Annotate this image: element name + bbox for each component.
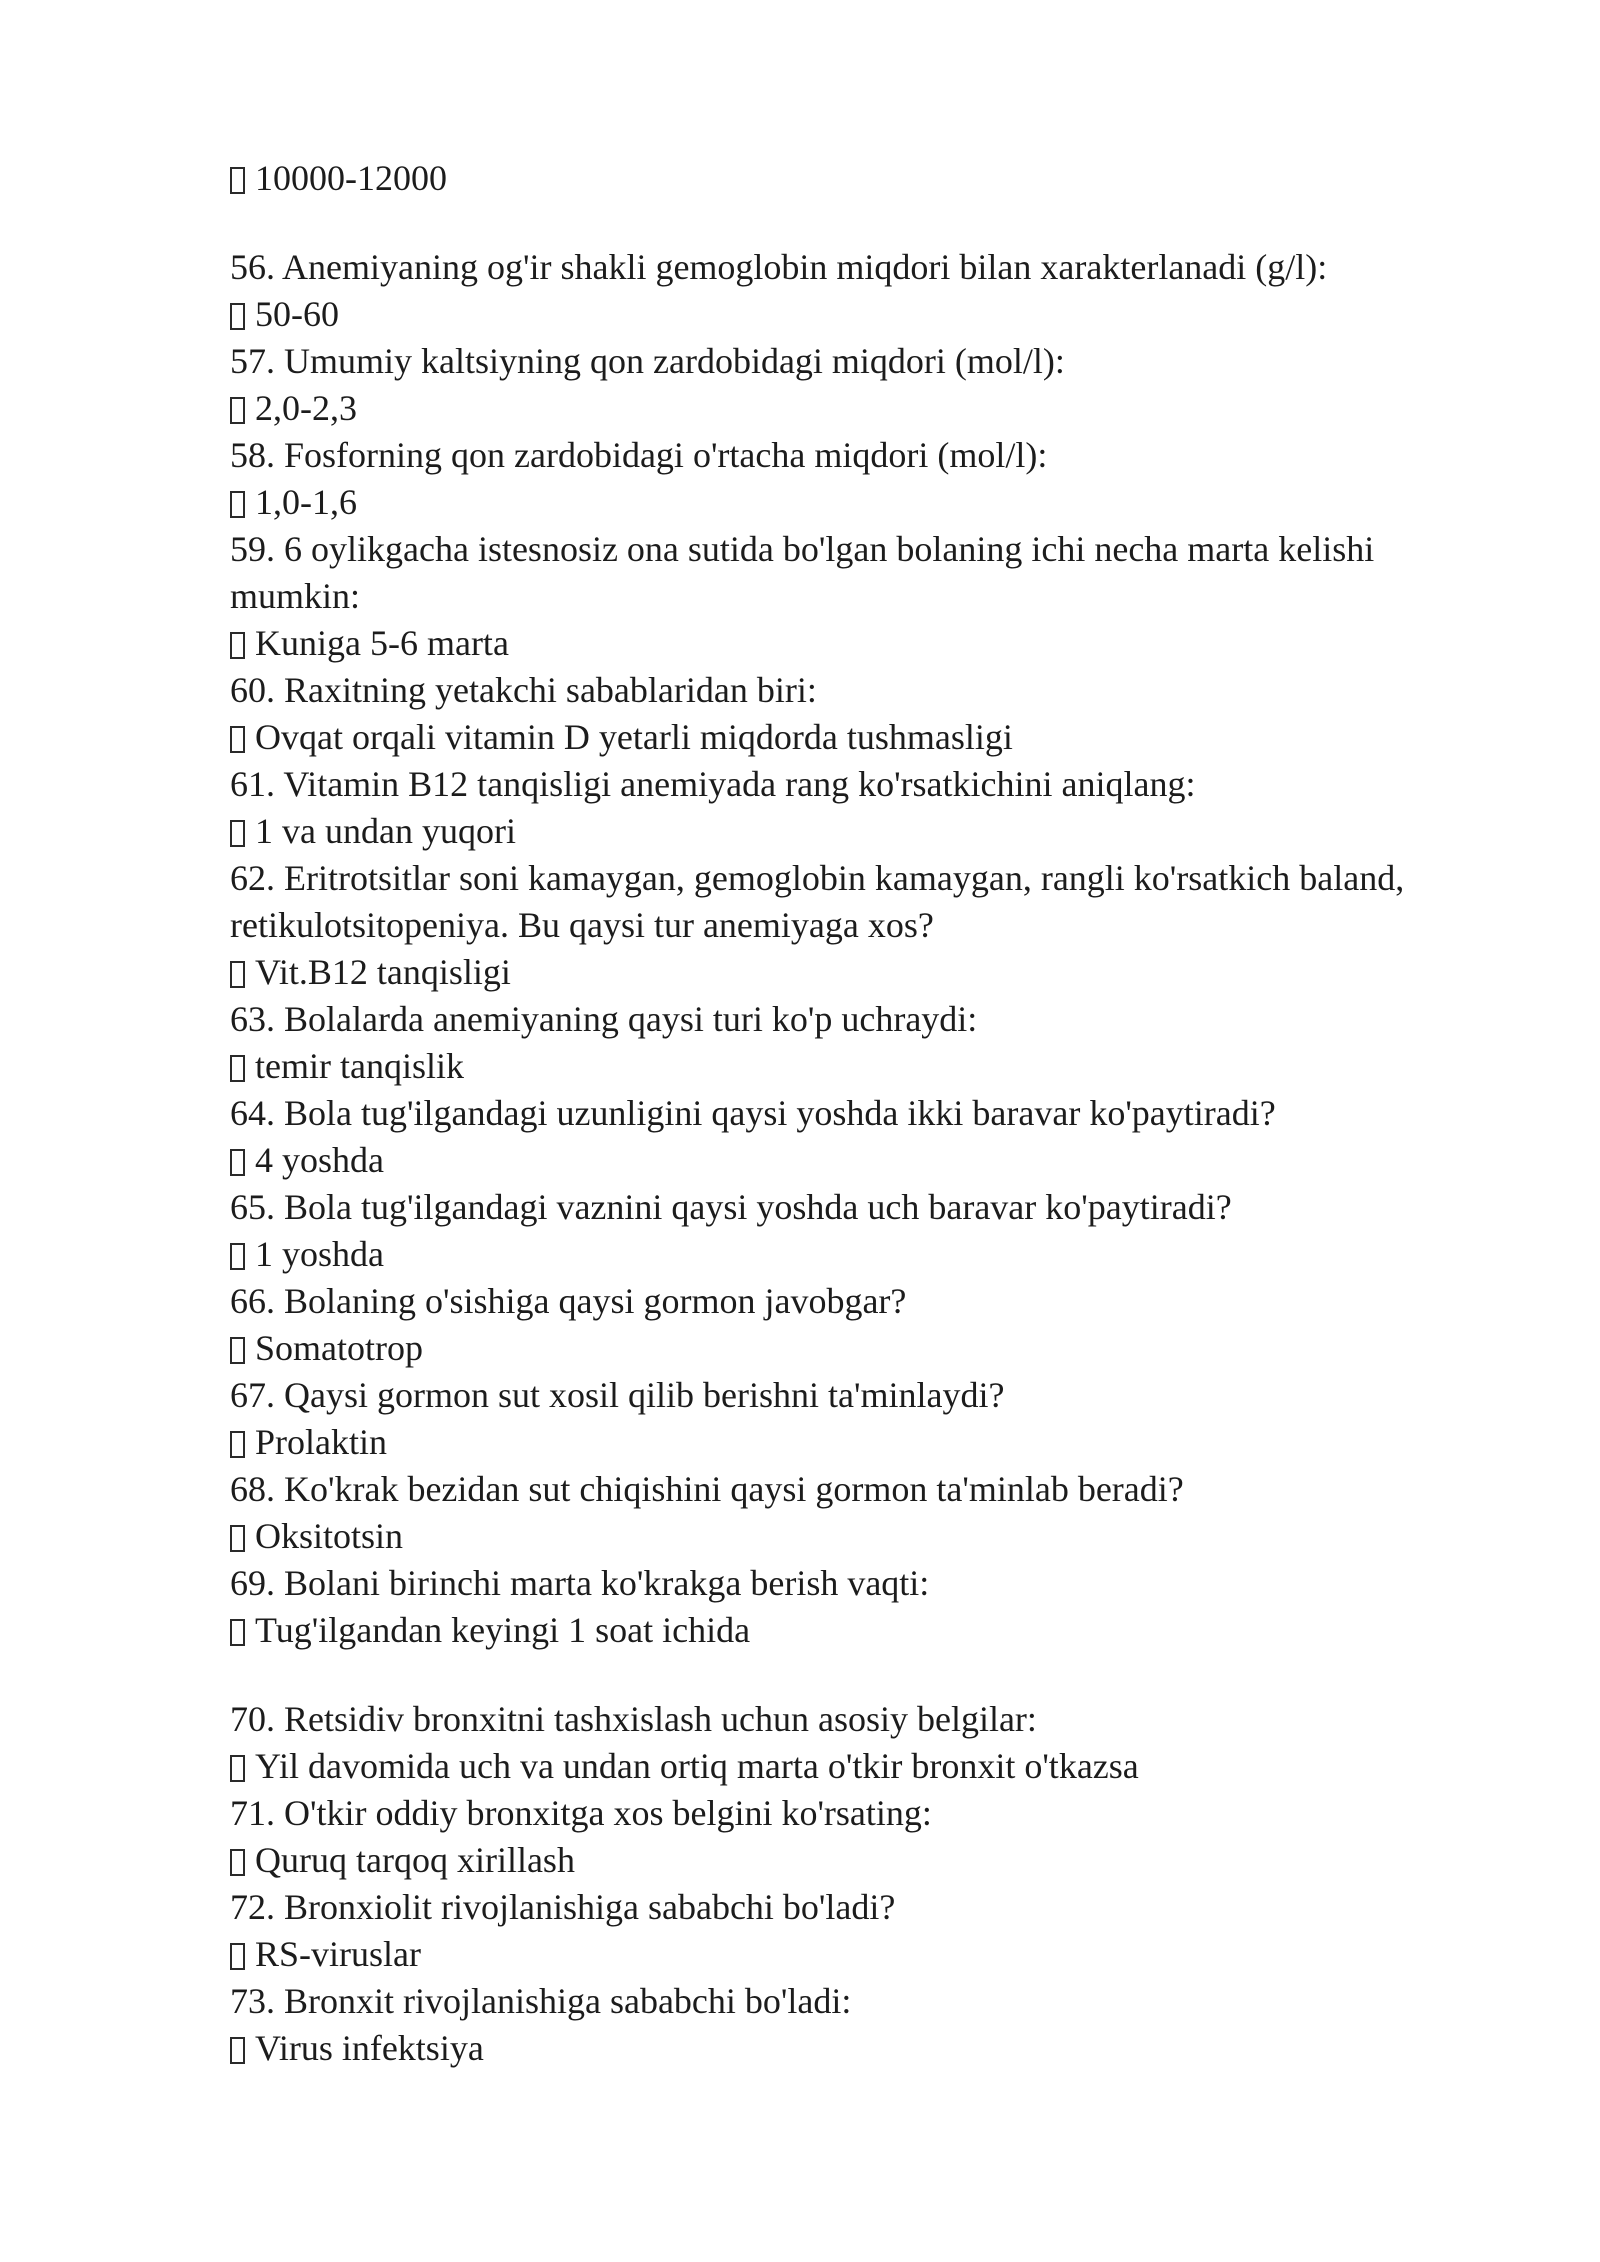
question-67: 67. Qaysi gormon sut xosil qilib berishni ta'minlaydi? [230,1375,1005,1415]
question-66: 66. Bolaning o'sishiga qaysi gormon javobgar? [230,1281,907,1321]
question-68: 68. Ko'krak bezidan sut chiqishini qaysi gormon ta'minlab beradi? [230,1469,1184,1509]
answer-text: 50-60 [255,294,339,334]
answer-text: 1,0-1,6 [255,482,357,522]
answer-62 [230,949,1470,996]
checkbox-glyph-icon [230,1055,245,1082]
question-64: 64. Bola tug'ilgandagi uzunligini qaysi yoshda ikki baravar ko'paytiradi? [230,1093,1276,1133]
question-62: 62. Eritrotsitlar soni kamaygan, gemoglobin kamaygan, rangli ko'rsatkich baland, retikulotsitopeniya. Bu qaysi tur anemiyaga xos? [230,858,1405,945]
answer-69 [230,1607,1470,1654]
checkbox-glyph-icon [230,397,245,424]
answer-text: Quruq tarqoq xirillash [255,1840,575,1880]
answer-72 [230,1931,1470,1978]
answer-67 [230,1419,1470,1466]
answer-56 [230,291,1470,338]
answer-text: Tug'ilgandan keyingi 1 soat ichida [255,1610,751,1650]
checkbox-glyph-icon [230,1943,245,1970]
answer-text: Yil davomida uch va undan ortiq marta o'tkir bronxit o'tkazsa [255,1746,1139,1786]
question-60: 60. Raxitning yetakchi sabablaridan biri: [230,670,817,710]
question-63: 63. Bolalarda anemiyaning qaysi turi ko'p uchraydi: [230,999,978,1039]
answer-61 [230,808,1470,855]
answer-57 [230,385,1470,432]
answer-73 [230,2025,1470,2072]
question-69: 69. Bolani birinchi marta ko'krakga berish vaqti: [230,1563,930,1603]
answer-63 [230,1043,1470,1090]
answer-66 [230,1325,1470,1372]
question-65: 65. Bola tug'ilgandagi vaznini qaysi yoshda uch baravar ko'paytiradi? [230,1187,1232,1227]
answer-71 [230,1837,1470,1884]
lead-answer [230,155,1470,202]
checkbox-glyph-icon [230,1525,245,1552]
checkbox-glyph-icon [230,1431,245,1458]
answer-text: temir tanqislik [255,1046,464,1086]
checkbox-glyph-icon [230,1755,245,1782]
checkbox-glyph-icon [230,167,245,194]
answer-59 [230,620,1470,667]
answer-text: Prolaktin [255,1422,387,1462]
checkbox-glyph-icon [230,632,245,659]
checkbox-glyph-icon [230,491,245,518]
answer-70 [230,1743,1470,1790]
question-56: 56. Anemiyaning og'ir shakli gemoglobin miqdori bilan xarakterlanadi (g/l): [230,247,1328,287]
checkbox-glyph-icon [230,961,245,988]
question-71: 71. O'tkir oddiy bronxitga xos belgini ko'rsating: [230,1793,932,1833]
answer-text: Oksitotsin [255,1516,404,1556]
question-70: 70. Retsidiv bronxitni tashxislash uchun asosiy belgilar: [230,1699,1037,1739]
question-72: 72. Bronxiolit rivojlanishiga sababchi bo'ladi? [230,1887,896,1927]
checkbox-glyph-icon [230,820,245,847]
checkbox-glyph-icon [230,1337,245,1364]
answer-58 [230,479,1470,526]
checkbox-glyph-icon [230,1849,245,1876]
answer-text: Somatotrop [255,1328,423,1368]
checkbox-glyph-icon [230,726,245,753]
checkbox-glyph-icon [230,1149,245,1176]
spacer [230,1654,1470,1696]
question-58: 58. Fosforning qon zardobidagi o'rtacha miqdori (mol/l): [230,435,1048,475]
answer-text: Ovqat orqali vitamin D yetarli miqdorda tushmasligi [255,717,1013,757]
answer-text: 1 va undan yuqori [255,811,516,851]
question-57: 57. Umumiy kaltsiyning qon zardobidagi miqdori (mol/l): [230,341,1065,381]
answer-60 [230,714,1470,761]
spacer [230,202,1470,244]
answer-68 [230,1513,1470,1560]
answer-text: 2,0-2,3 [255,388,357,428]
answer-text: 4 yoshda [255,1140,384,1180]
checkbox-glyph-icon [230,2037,245,2064]
checkbox-glyph-icon [230,1619,245,1646]
answer-64 [230,1137,1470,1184]
answer-text: Vit.B12 tanqisligi [255,952,511,992]
checkbox-glyph-icon [230,1243,245,1270]
answer-text: Kuniga 5-6 marta [255,623,509,663]
checkbox-glyph-icon [230,303,245,330]
question-73: 73. Bronxit rivojlanishiga sababchi bo'ladi: [230,1981,852,2021]
answer-text: 10000-12000 [255,158,447,198]
answer-text: Virus infektsiya [255,2028,484,2068]
answer-text: 1 yoshda [255,1234,384,1274]
answer-text: RS-viruslar [255,1934,421,1974]
question-61: 61. Vitamin B12 tanqisligi anemiyada rang ko'rsatkichini aniqlang: [230,764,1196,804]
document-page [230,155,1470,2072]
answer-65 [230,1231,1470,1278]
question-59: 59. 6 oylikgacha istesnosiz ona sutida bo'lgan bolaning ichi necha marta kelishi mumkin: [230,529,1375,616]
